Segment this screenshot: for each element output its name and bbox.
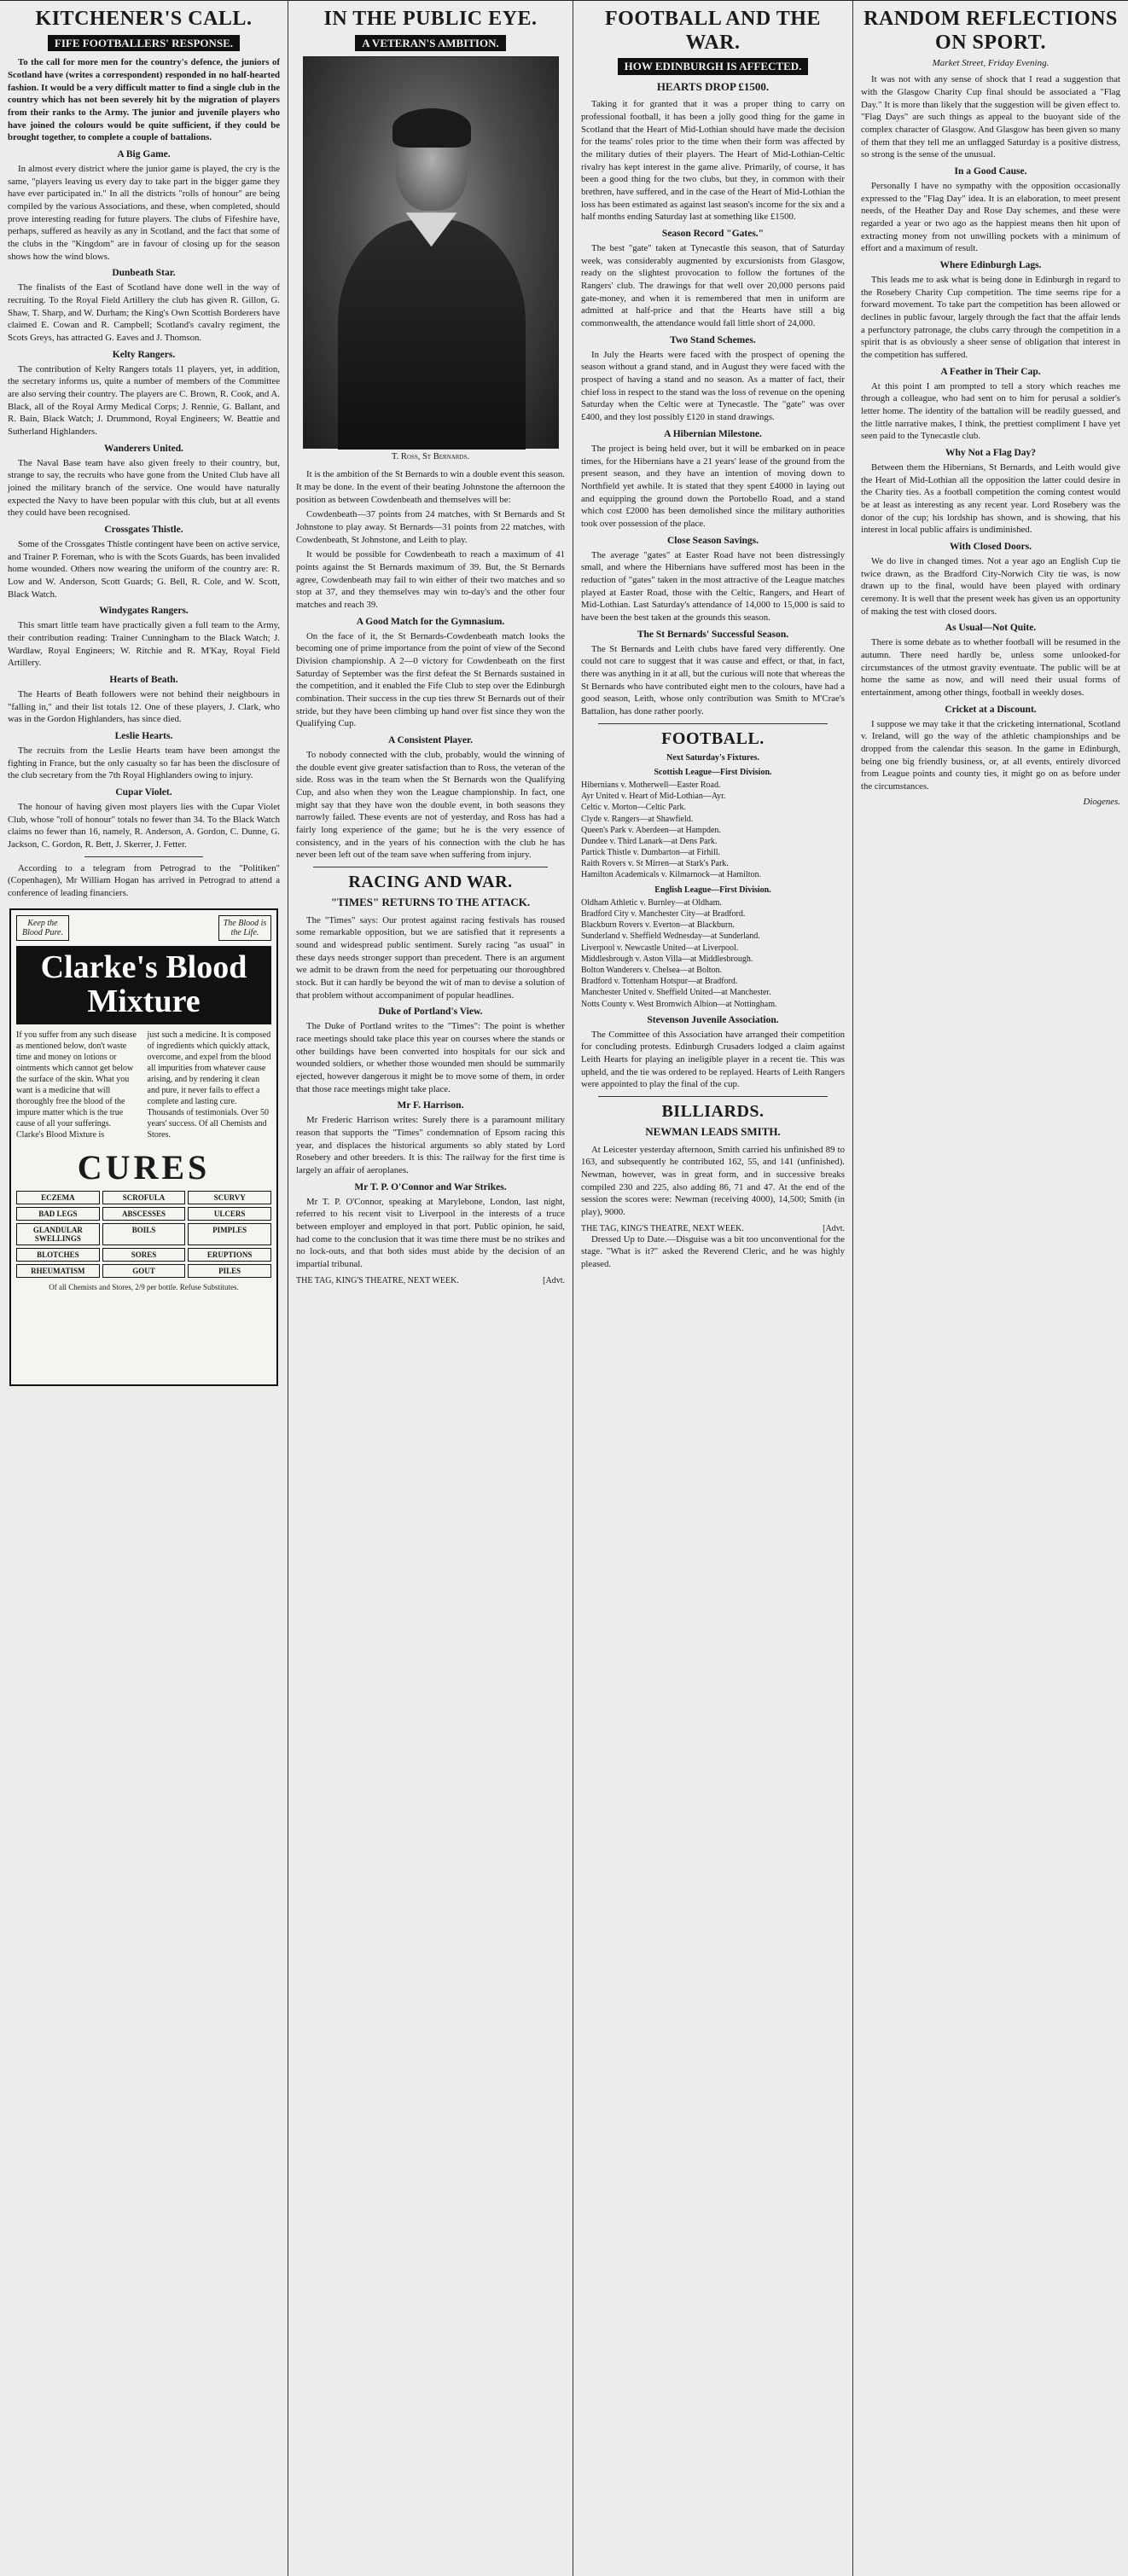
fixture-row: Hibernians v. Motherwell—Easter Road.	[581, 780, 721, 790]
ad-banner	[16, 915, 271, 941]
fixture-row: Sunderland v. Sheffield Wednesday—at Sunderland.	[581, 931, 760, 942]
section-title: A Good Match for the Gymnasium.	[356, 616, 505, 627]
headline-kitcheners-call: KITCHENER'S CALL.	[35, 8, 253, 30]
fixture-row: Notts County v. West Bromwich Albion—at Nottingham.	[581, 999, 777, 1009]
ad-ailment: ABSCESSES	[102, 1207, 186, 1221]
section-title: Hearts of Beath.	[109, 675, 178, 686]
fixture-row: Bradford City v. Manchester City—at Bradford.	[581, 909, 746, 920]
portland-text: The Duke of Portland writes to the "Times": The point is whether race meetings should take place this year on courses where the stands or other buildings have been converted into hospitals for our sick and wounded soldiers, or whether those wounded men should be summarily ejected, however dangerous it might be to move some of them, in order that those race meetings might take place.	[296, 1021, 565, 1094]
section-title: Mr F. Harrison.	[397, 1100, 464, 1111]
section-text: Personally I have no sympathy with the opposition occasionally expressed to the "Flag Day" idea. It is an elaboration, to meet present needs, of the Heather Day and Rose Day schemes, and these were regarded a year or two ago as the happiest means then hit upon of extracting money from not unwilling pockets with a minimum of effort and a maximum of result.	[861, 180, 1120, 254]
subhead-edinburgh-affected: HOW EDINBURGH IS AFFECTED.	[581, 58, 845, 75]
dateline: Market Street, Friday Evening.	[932, 58, 1050, 69]
fixture-row: Blackburn Rovers v. Everton—at Blackburn.	[581, 920, 735, 931]
divider	[598, 1096, 828, 1097]
section-title: Season Record "Gates."	[661, 229, 765, 240]
fixture-row: Queen's Park v. Aberdeen—at Hampden.	[581, 825, 721, 835]
fixtures-subtitle: Scottish League—First Division.	[654, 767, 772, 777]
section-text: The honour of having given most players lies with the Cupar Violet Club, whose "roll of honour" totals no fewer than 34. To the Black Watch claims no fewer than 16, namely, R. Anderson, A. Gordon, C. Dunne, G. Jackson, C. Gordon, R. Bett, J. Skerrer, J. Fetter.	[8, 802, 280, 850]
section-title: Cricket at a Discount.	[945, 704, 1037, 715]
ad-ailment: RHEUMATISM	[16, 1264, 100, 1278]
section-title: Windygates Rangers.	[99, 606, 189, 617]
ad-right-box: The Blood is the Life.	[218, 915, 271, 941]
advert-mark: [Advt.	[543, 1275, 565, 1285]
ad-ailment: ECZEMA	[16, 1191, 100, 1204]
ad-ailment: ERUPTIONS	[188, 1248, 271, 1262]
intro-paragraph: It is the ambition of the St Bernards to win a double event this season. It may be done. In the event of their beating Johnstone the afternoon the position as between Cowdenbeath and themselves will be:	[296, 469, 565, 505]
author-signature: Diogenes.	[1083, 796, 1120, 807]
headline-random-reflections: RANDOM REFLECTIONS ON SPORT.	[863, 8, 1118, 54]
headline-racing-and-war: RACING AND WAR.	[348, 873, 513, 891]
ad-copy	[16, 1030, 271, 1140]
fixture-row: Middlesbrough v. Aston Villa—at Middlesbrough.	[581, 954, 753, 964]
billiards-text: At Leicester yesterday afternoon, Smith carried his unfinished 89 to 163, and subsequently he contributed 162, 55, and 141 (unfinished). Newman, however, was in great form, and in successive breaks compiled 230 and 225, also adding 86, 71 and 47. At the end of the session the scores were: Newman (receiving 4000), 14,500; Smith (in play), 9000.	[581, 1144, 845, 1218]
section-title: Cupar Violet.	[115, 787, 172, 798]
section-text: The best "gate" taken at Tynecastle this season, that of Saturday week, was considerably augmented by excursionists from Glasgow, ready on the slightest provocation to follow the fortunes of the Rangers' club. The drawings for that well over 20,000 persons paid gate-money, and when it is remembered that men in uniform are admitted at half-price and that the Hearts have still a big commonwealth, the attendance would fall little short of 24,000.	[581, 243, 845, 329]
section-title: Kelty Rangers.	[112, 349, 176, 360]
ad-ailment: SCROFULA	[102, 1191, 186, 1204]
section-title: Stevenson Juvenile Association.	[647, 1014, 779, 1025]
section-text: Some of the Crossgates Thistle contingent have been on active service, and Trainer P. Foreman, who is with the Scots Guards, has been invalided home wounded. Others now wearing the uniform of the country are: R. Low and W. Anderson, Scott Guards; G. Bell, R. Cole, and W. Scott, Black Watch.	[8, 539, 280, 600]
headline-football-and-war: FOOTBALL AND THE WAR.	[605, 8, 821, 54]
fixture-row: Ayr United v. Heart of Mid-Lothian—Ayr.	[581, 792, 726, 802]
fixture-row: Raith Rovers v. St Mirren—at Stark's Park.	[581, 859, 729, 869]
fixture-row: Manchester United v. Sheffield United—at Manchester.	[581, 988, 771, 998]
fixture-row: Bolton Wanderers v. Chelsea—at Bolton.	[581, 965, 722, 975]
section-title: Dunbeath Star.	[112, 268, 176, 279]
closing-paragraph: Dressed Up to Date.—Disguise was a bit too unconventional for the stage. "What is it?" asked the Reverend Cleric, and he was highly pleased.	[581, 1233, 845, 1270]
section-text: The recruits from the Leslie Hearts team have been amongst the fighting in France, but the only casualty so far has been the disclosure of the club secretary from the 7th Royal Highlanders owing to injury.	[8, 746, 280, 781]
section-text: This leads me to ask what is being done in Edinburgh in regard to the Rosebery Charity Cup competition. The time seems ripe for a forward movement. To take part the competition has been allowed or declines in public favour, largely through the fact that the affair lends a perfunctory patronage, the clubs carry through the competition in a spirit that is as obviously a sheer sense of obligation that interest in the competition has suffered.	[861, 274, 1120, 360]
ad-left-box: Keep the Blood Pure.	[16, 915, 69, 941]
subhead-fife-footballers: FIFE FOOTBALLERS' RESPONSE.	[8, 35, 280, 52]
section-text: The St Bernards and Leith clubs have fared very differently. One could not care to suggest that it was cause and effect, or that, in fact, there was anything in it at all, but the curious will note that whereas the St Bernards who have contributed eight men to the colours, have had a good season, Leith, whose only contribution was Smith to M'Crae's Battalion, has done rather poorly.	[581, 643, 845, 717]
intro-paragraph: Taking it for granted that it was a proper thing to carry on professional football, it has been a jolly good thing for the game in Scotland that the Heart of Mid-Lothian should have made the decision for the teams' roles prior to the time when their form was affected by the military duties of their players. The Heart of Mid-Lothian-Celtic rivalry has kept interest in the game alive. Primarily, of course, it has been a good thing for the two clubs, but they, in common with their brethren, have suffered, and in the case of the Heart of Mid-Lothian the loss has been estimated as against last season's income for the six and a half months ending Saturday last at something like £1500.	[581, 99, 845, 223]
portrait-photo	[303, 56, 559, 449]
closing-paragraph: According to a telegram from Petrograd to the "Politiken" (Copenhagen), Mr William Hogan has arrived in Petrograd to attend a conference of leading financiers.	[8, 862, 280, 899]
section-title: Wanderers United.	[103, 443, 184, 454]
section-text: At this point I am prompted to tell a story which reaches me through a colleague, who had sent on to him for perusal a soldier's letter home. The identity of the battalion will be readily guessed, and the little narrative makes, I think, the prettiest compliment I have yet seen paid to the Tynecastle club.	[861, 380, 1120, 442]
subhead-newman-leads: NEWMAN LEADS SMITH.	[645, 1125, 781, 1139]
section-text: The average "gates" at Easter Road have not been distressingly small, and where the Hibernians have suffered most has been in the reduction of "gates" taken in the most attractive of the League matches played at Easter Road, those with the Celtic, Rangers, and Heart of Mid-Lothian. Last Saturday's attendance of 14,000 to 15,000 is said to have been the best taken at the grounds this season.	[581, 549, 845, 623]
ad-brand-name: Clarke's Blood Mixture	[16, 946, 271, 1024]
standings-paragraph: Cowdenbeath—37 points from 24 matches, with St Bernards and St Johnstone to play away. St Bernards—31 points from 22 matches, with Cowdenbeath, St Johnstone, and Leith to play.	[296, 509, 565, 545]
column-public-eye	[288, 1, 573, 2576]
section-text: The finalists of the East of Scotland have done well in the way of recruiting. To the Royal Field Artillery the club has given R. Gillon, G. Shaw, T. Sharp, and W. Durham; the King's Own Scottish Borderers have claimed E. Cowan and R. Campbell; Scotland's cavalry regiment, the Scots Greys, has attracted G. Eaves and J. Thomson.	[8, 282, 280, 343]
section-text: Between them the Hibernians, St Bernards, and Leith would give the Heart of Mid-Lothian all the opposition the latter could desire in the Charity ties. As a football competition the coming contest would be at least as interesting as any recent year. Lord Rosebery was the donor of the cup; his lordship has shown, and is showing, that his interest in local public affairs is undiminished.	[861, 461, 1120, 536]
section-title: With Closed Doors.	[950, 542, 1032, 553]
advert-tagline-text: THE TAG, KING'S THEATRE, NEXT WEEK.	[581, 1223, 744, 1233]
column-random-reflections	[853, 1, 1128, 2576]
divider	[84, 856, 203, 857]
harrison-text: Mr Frederic Harrison writes: Surely there is a paramount military reason that supports the "Times" condemnation of Epsom racing this year, and displaces the historical arguments so ably stated by Lord Rosebery and other breeders. It is this: The railway for the first time is largely an affair of aeroplanes.	[296, 1115, 565, 1176]
fixture-row: Bradford v. Tottenham Hotspur—at Bradford.	[581, 977, 738, 987]
oconnor-text: Mr T. P. O'Connor, speaking at Marylebone, London, last night, referred to his recent visit to Liverpool in the interests of a truce between employer and employed in that port. Public opinion, he said, had come to the conclusion that it was time there must be no strikes and no lock-outs, and that both sides must abide by the decision of an impartial tribunal.	[296, 1196, 565, 1270]
section-text: To nobody connected with the club, probably, would the winning of the double event give greater satisfaction than to Ross, the veteran of the side. Ross was in the team when the St Bernards won the Qualifying Cup, and also when they won the League championship. In fact, one might say that they have won the double event, in both seasons they narrowly failed. These events are not of yesterday, and Ross has had a fairly long experience of the game; but he is the very essence of consistency, and in the years of his connection with the club he has never been left out of the team save when suffering from injury.	[296, 749, 565, 861]
divider	[598, 723, 828, 724]
section-text: In almost every district where the junior game is played, the cry is the same, "players leaving us every day to take part in the bigger game they have ever participated in." In all the districts "rolls of honour" are being compiled by the various Associations, and these, when completed, should prove interesting reading for future players. The clubs of Fifeshire have, perhaps, suffered as heavily as any in Scotland, and the fact that some of the clubs in the "Kingdom" are in favour of closing up for the season shows how the wind blows.	[8, 163, 280, 262]
fixture-row: Partick Thistle v. Dumbarton—at Firhill.	[581, 848, 721, 858]
section-text: The project is being held over, but it will be embarked on in peace times, for the Hibernians have a 21 years' lease of the ground from the present season, and they have an intention of moving down to Northfield yet awhile. It is stated that they spent £4000 in laying out and equipping the ground down the Portobello Road, and a stand which cost £2000 has been demolished since the military authorities took over possession of the place.	[581, 443, 845, 529]
section-text: This smart little team have practically given a full team to the Army, their contribution reading: Trainer Cunningham to the Black Watch; J. Wardlaw, Royal Engineers; W. Ritchie and R. M'Kay, Royal Field Artillery.	[8, 620, 280, 669]
section-title: Leslie Hearts.	[114, 731, 173, 742]
advertisement-clarkes-blood-mixture	[9, 908, 278, 1386]
ad-ailment: GLANDULAR SWELLINGS	[16, 1223, 100, 1245]
section-title: A Big Game.	[117, 148, 171, 160]
section-text: On the face of it, the St Bernards-Cowdenbeath match looks the becoming one of prime importance from the point of view of the Second Division championship. A 2—0 victory for Cowdenbeath on the first Saturday of September was the first defeat the St Bernards sustained in the competition, and it enabled the Fife Club to step over the Edinburgh combination. Their success in the cup ties threw St Bernards out of their stride, but they have been climbing up hand over fist since they won the Qualifying Cup.	[296, 630, 565, 729]
headline-billiards: BILLIARDS.	[661, 1102, 765, 1122]
fixtures-title: Next Saturday's Fixtures.	[666, 752, 759, 763]
fixture-row: Oldham Athletic v. Burnley—at Oldham.	[581, 897, 722, 908]
section-title: A Feather in Their Cap.	[940, 366, 1041, 377]
ad-footer: Of all Chemists and Stores, 2/9 per bottle. Refuse Substitutes.	[49, 1282, 239, 1291]
section-title: The St Bernards' Successful Season.	[637, 629, 789, 640]
fixtures-list	[581, 752, 845, 1010]
ad-ailment: BLOTCHES	[16, 1248, 100, 1262]
column-football-and-war	[573, 1, 853, 2576]
fixtures-subtitle: English League—First Division.	[654, 885, 771, 895]
ad-left-text: If you suffer from any such disease as mentioned below, don't waste time and money on lotions or ointments which cannot get below the surface of the skin. What you want is a medicine that will thoroughly free the blood of the impure matter which is the true cause of all your sufferings. Clarke's Blood Mixture is	[16, 1030, 137, 1140]
section-text: In July the Hearts were faced with the prospect of opening the season without a grand stand, and in August they were faced with the prospect of having a stand and no season. As a matter of fact, their chief loss in respect to the stand was the loss of revenue on the opening Saturday when the Celtic were at Tynecastle. The "gate" was over £400, and they lost possibly £120 in stand drawings.	[581, 349, 845, 423]
ad-ailment: BOILS	[102, 1223, 186, 1245]
fixture-row: Hamilton Academicals v. Kilmarnock—at Hamilton.	[581, 870, 761, 880]
stevenson-text: The Committee of this Association have arranged their competition for concluding protests. Edinburgh Crusaders lodged a claim against Leith Hearts for playing an ineligible player in a recent tie. This was upheld, and the tie was ordered to be replayed. Hearts of Leith Rangers were appointed to play the final of the cup.	[581, 1029, 845, 1090]
section-text: The contribution of Kelty Rangers totals 11 players, yet, in addition, the secretary informs us, quite a number of members of the Committee are also serving their country. The players are C. Brown, R. Cook, and A. Black, all of the Royal Army Medical Corps; J. Rennie, G. Ballant, and R. Bain, Black Watch; J. Drummond, Royal Engineers; W. Beattie and Sutherland Highlanders.	[8, 363, 280, 437]
section-text: There is some debate as to whether football will be resumed in the autumn. There need hardly be, unless some unlooked-for circumstances of the utmost gravity eventuate. The public will be at home the same as now, and will need their usual forms of entertainment, among other things, football in weekly doses.	[861, 637, 1120, 699]
section-title: As Usual—Not Quite.	[945, 623, 1037, 634]
ad-ailment: SORES	[102, 1248, 186, 1262]
section-title: A Consistent Player.	[388, 734, 473, 746]
section-text: We do live in changed times. Not a year ago an English Cup tie twice drawn, as the Bradford City-Norwich City tie was, is now drawn up to the final, would have been played with ordinary ceremony. It is well that the present week has given us an opportunity of making the test with closed doors.	[861, 556, 1120, 617]
ad-right-text: just such a medicine. It is composed of ingredients which quickly attack, overcome, and expel from the blood all impurities from whatever cause arising, and by rendering it clean and pure, it never fails to effect a complete and lasting cure. Thousands of testimonials. Over 50 years' success. Of all Chemists and Stores.	[147, 1030, 271, 1140]
headline-football: FOOTBALL.	[661, 728, 765, 748]
section-title: Two Stand Schemes.	[670, 334, 756, 345]
ad-ailment: SCURVY	[188, 1191, 271, 1204]
advert-tagline-text: THE TAG, KING'S THEATRE, NEXT WEEK.	[296, 1275, 459, 1285]
section-text: The Hearts of Beath followers were not behind their neighbours in "falling in," and their list totals 12. One of these players, J. Clark, who was in the Gordon Highlanders, has since died.	[8, 689, 280, 725]
subhead-veterans-ambition: A VETERAN'S AMBITION.	[296, 35, 565, 52]
after-paragraph: It would be possible for Cowdenbeath to reach a maximum of 41 points against the St Bernards maximum of 39. But, the St Bernards agree, Cowdenbeath may fail to win either of their two matches and so stop at 37, and they themselves may win to-day's and the other four matches and reach 39.	[296, 549, 565, 610]
ad-ailment: ULCERS	[188, 1207, 271, 1221]
section-text: I suppose we may take it that the cricketing international, Scotland v. Ireland, will go the way of the athletic championships and be dropped from the calendar this season. In the game in Edinburgh, being one big friendly business, or, at all events, entirely divorced from League points and county ties, it might go on as before under the circumstances.	[861, 718, 1120, 792]
section-text: The Naval Base team have also given freely to their country, but, strange to say, the recruits who have gone from the United Club have all joined the military branch of the service. One would have naturally expected the Navy to have been popular with this club, but at all events they could have been recognised.	[8, 457, 280, 519]
section-title: In a Good Cause.	[954, 165, 1027, 177]
ad-ailment: GOUT	[102, 1264, 186, 1278]
advert-tagline	[581, 1224, 845, 1233]
section-title: Where Edinburgh Lags.	[939, 259, 1042, 270]
subhead-times-returns: "TIMES" RETURNS TO THE ATTACK.	[330, 896, 531, 908]
subhead-hearts-drop: HEARTS DROP £1500.	[656, 79, 770, 93]
ad-cures-heading: CURES	[77, 1147, 211, 1186]
fixture-row: Celtic v. Morton—Celtic Park.	[581, 803, 686, 813]
photo-caption: T. Ross, St Bernards.	[391, 452, 470, 462]
racing-text: The "Times" says: Our protest against racing festivals has roused some remarkable opposition, but we are satisfied that it represents a sound and widespread public sentiment. Surely racing "as usual" in these days needs stronger support than precedent. There is an argument we admit to be drawn from the need for perpetuating our thoroughbred stock. But it can hardly be beyond the wit of man to devise a solution of that problem without accompaniment of popular headlines.	[296, 914, 565, 1001]
advert-tagline	[296, 1276, 565, 1285]
ad-ailment: PILES	[188, 1264, 271, 1278]
advert-mark: [Advt.	[823, 1223, 845, 1233]
fixture-row: Dundee v. Third Lanark—at Dens Park.	[581, 836, 718, 846]
section-title: Crossgates Thistle.	[104, 525, 183, 536]
headline-public-eye: IN THE PUBLIC EYE.	[323, 8, 538, 30]
section-title: A Hibernian Milestone.	[664, 428, 762, 439]
ad-ailment: PIMPLES	[188, 1223, 271, 1245]
fixture-row: Clyde v. Rangers—at Shawfield.	[581, 814, 694, 824]
section-title: Duke of Portland's View.	[378, 1007, 483, 1018]
intro-paragraph: It was not with any sense of shock that I read a suggestion that with the Glasgow Charity Cup final should be associated a "Flag Day." It is more than likely that the suggestion will be given effect to. "Flag Days" are such things as appeal to the buoyant side of the complex character of Glasgow. And Glasgow has been given so many of them that they tell me an unflagged Saturday is a positive distress, so strong is the sense of the unusual.	[861, 74, 1120, 160]
section-title: Close Season Savings.	[666, 535, 759, 546]
fixture-row: Liverpool v. Newcastle United—at Liverpool.	[581, 943, 739, 953]
column-kitcheners-call	[0, 1, 288, 2576]
section-title: Why Not a Flag Day?	[945, 447, 1037, 458]
section-title: Mr T. P. O'Connor and War Strikes.	[354, 1181, 507, 1192]
ad-ailment: BAD LEGS	[16, 1207, 100, 1221]
lead-paragraph: To the call for more men for the country's defence, the juniors of Scotland have (writes a correspondent) responded in no half-hearted fashion. It would be a very difficult matter to find a single club in the country which has not been severely hit by the migration of players from their ranks to the Army. The junior and juvenile players who have joined the colours would be quite sufficient, if they could be brought together, to complete a couple of battalions.	[8, 57, 280, 143]
ad-ailment-list	[16, 1191, 271, 1278]
